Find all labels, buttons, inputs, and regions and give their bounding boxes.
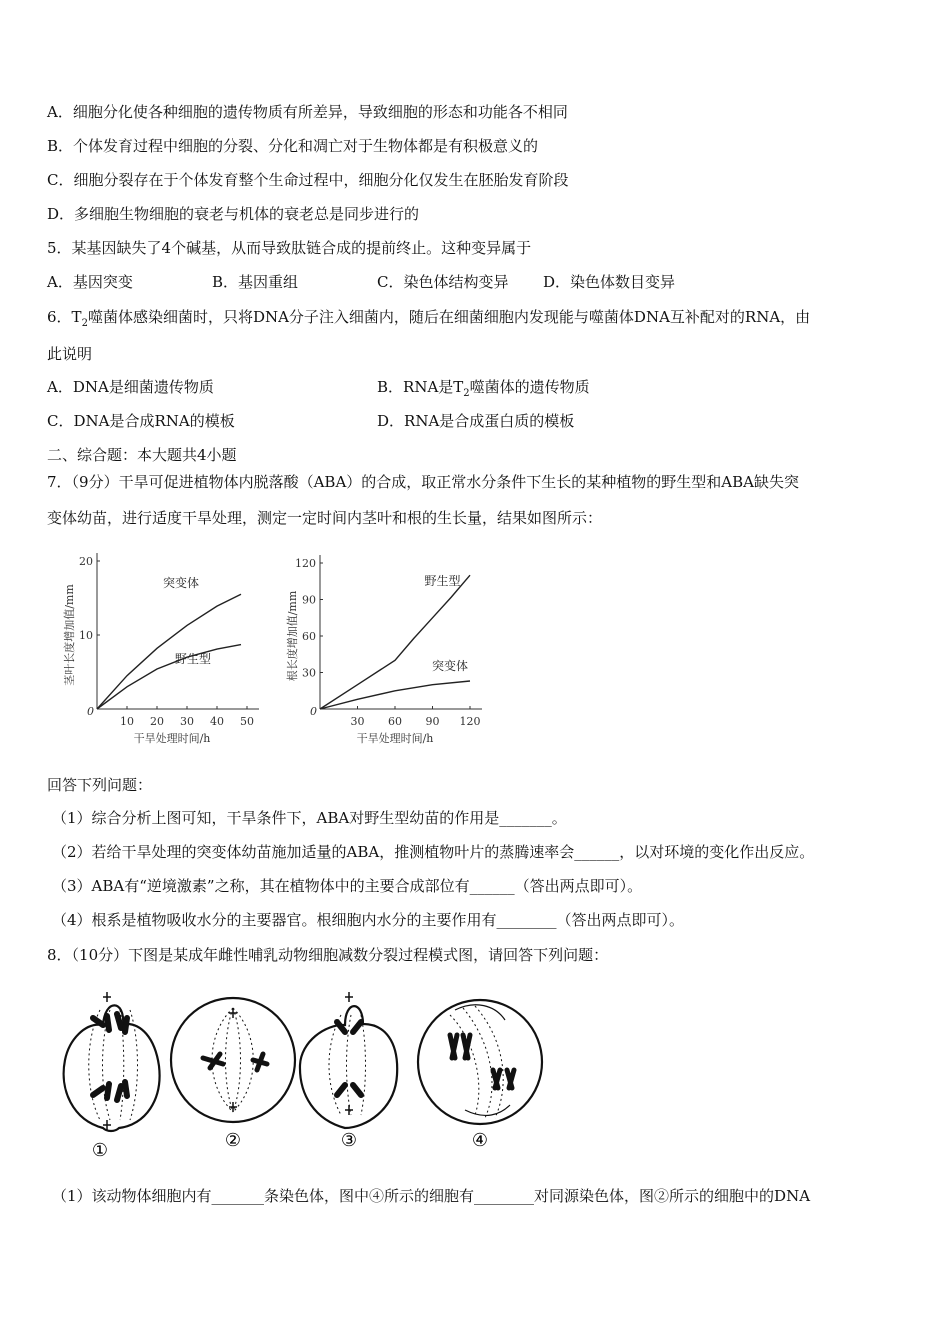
origin-label: 0: [310, 705, 317, 718]
series-line-1: [320, 575, 470, 709]
q6-option-a: A．DNA是细菌遗传物质: [47, 378, 214, 396]
q6-stem-post: 噬菌体感染细菌时，只将DNA分子注入细菌内，随后在细菌细胞内发现能与噬菌体DNA互补配对的RNA，由: [87, 308, 811, 326]
q4-option-b: B．个体发育过程中细胞的分裂、分化和凋亡对于生物体都是有积极意义的: [47, 137, 539, 155]
q7-sub3: （3）ABA有“逆境激素”之称，其在植物体中的主要合成部位有______（答出两点即可）。: [52, 877, 643, 895]
q6-stem-line2: 此说明: [47, 345, 93, 363]
q6-option-b-post: 噬菌体的遗传物质: [469, 378, 590, 396]
x-tick-label: 20: [150, 715, 164, 728]
q6-option-c: C．DNA是合成RNA的模板: [47, 412, 235, 430]
cell-3: [300, 992, 397, 1128]
q7-sub1: （1）综合分析上图可知，干旱条件下，ABA对野生型幼苗的作用是_______。: [52, 809, 567, 827]
chart-root: [278, 545, 498, 745]
x-tick-label: 50: [240, 715, 254, 728]
q6-stem: [47, 307, 810, 334]
q5-option-a: A．基因突变: [47, 273, 133, 291]
origin-label: 0: [87, 705, 94, 718]
x-tick-label: 120: [459, 715, 481, 728]
q7-stem-line2: 变体幼苗，进行适度干旱处理，测定一定时间内茎叶和根的生长量，结果如图所示：: [47, 509, 603, 527]
y-tick-label: 120: [295, 557, 316, 570]
q7-sub2: （2）若给干旱处理的突变体幼苗施加适量的ABA，推测植物叶片的蒸腾速率会______，以对环境的变化作出反应。: [52, 843, 815, 861]
y-tick-label: 60: [302, 630, 316, 643]
q7-sub4: （4）根系是植物吸收水分的主要器官。根细胞内水分的主要作用有________（答出两点即可）。: [52, 911, 685, 929]
cell-4: [418, 1000, 542, 1124]
q6-option-b-pre: B．RNA是T: [377, 378, 464, 396]
q6-stem-pre: 6．T: [47, 308, 82, 326]
q5-option-c: C．染色体结构变异: [377, 273, 509, 291]
q4-option-d: D．多细胞生物细胞的衰老与机体的衰老总是同步进行的: [47, 205, 420, 223]
q5-stem: 5．某基因缺失了4个碱基，从而导致肽链合成的提前终止。这种变异属于: [47, 239, 532, 257]
series-label-1: 突变体: [162, 575, 200, 590]
y-tick-label: 20: [79, 555, 93, 568]
cell-label-3: ③: [340, 1130, 358, 1151]
q8-stem: 8．（10分）下图是某成年雌性哺乳动物细胞减数分裂过程模式图，请回答下列问题：: [47, 946, 609, 964]
x-tick-label: 10: [120, 715, 134, 728]
q6-option-b: [377, 377, 590, 404]
series-line-1: [97, 594, 241, 709]
y-tick-label: 30: [302, 666, 316, 680]
section2-title: 二、综合题：本大题共4小题: [47, 446, 237, 464]
series-label-2: 野生型: [174, 652, 212, 667]
q6-stem-sub: 2: [81, 318, 88, 329]
q4-option-c: C．细胞分裂存在于个体发育整个生命过程中，细胞分化仅发生在胚胎发育阶段: [47, 171, 569, 189]
chart-stem-leaf: [50, 545, 270, 745]
x-axis-title: 干旱处理时间/h: [133, 732, 211, 745]
cell-1: [64, 992, 160, 1131]
series-line-2: [97, 645, 241, 709]
x-tick-label: 30: [180, 715, 194, 728]
x-tick-label: 30: [350, 715, 365, 728]
meiosis-cells-figure: [45, 980, 565, 1165]
series-label-1: 野生型: [424, 573, 461, 588]
q6-option-d: D．RNA是合成蛋白质的模板: [377, 412, 575, 430]
q7-stem-line1: 7．（9分）干旱可促进植物体内脱落酸（ABA）的合成，取正常水分条件下生长的某种植物的野生型和ABA缺失突: [47, 473, 799, 491]
y-axis-title: 根长度增加值/mm: [286, 590, 299, 682]
cell-2: [171, 998, 295, 1122]
q5-option-d: D．染色体数目变异: [543, 273, 676, 291]
y-tick-label: 90: [302, 593, 316, 607]
q8-sub1: （1）该动物体细胞内有_______条染色体，图中④所示的细胞有________对同源染色体，图②所示的细胞中的DNA: [52, 1187, 811, 1205]
x-tick-label: 90: [425, 715, 440, 728]
cell-label-2: ②: [224, 1130, 242, 1151]
q6-option-b-sub: 2: [463, 388, 470, 399]
cell-label-1: ①: [91, 1140, 109, 1161]
cell-label-4: ④: [471, 1130, 489, 1151]
q4-option-a: A．细胞分化使各种细胞的遗传物质有所差异，导致细胞的形态和功能各不相同: [47, 103, 568, 121]
x-tick-label: 60: [388, 715, 402, 728]
q5-option-b: B．基因重组: [212, 273, 299, 291]
y-tick-label: 10: [79, 629, 93, 642]
q7-answer-prompt: 回答下列问题：: [47, 776, 153, 794]
y-axis-title: 茎叶长度增加值/mm: [63, 584, 76, 686]
series-label-2: 突变体: [431, 659, 469, 674]
x-axis-title: 干旱处理时间/h: [356, 732, 434, 745]
x-tick-label: 40: [210, 715, 224, 728]
